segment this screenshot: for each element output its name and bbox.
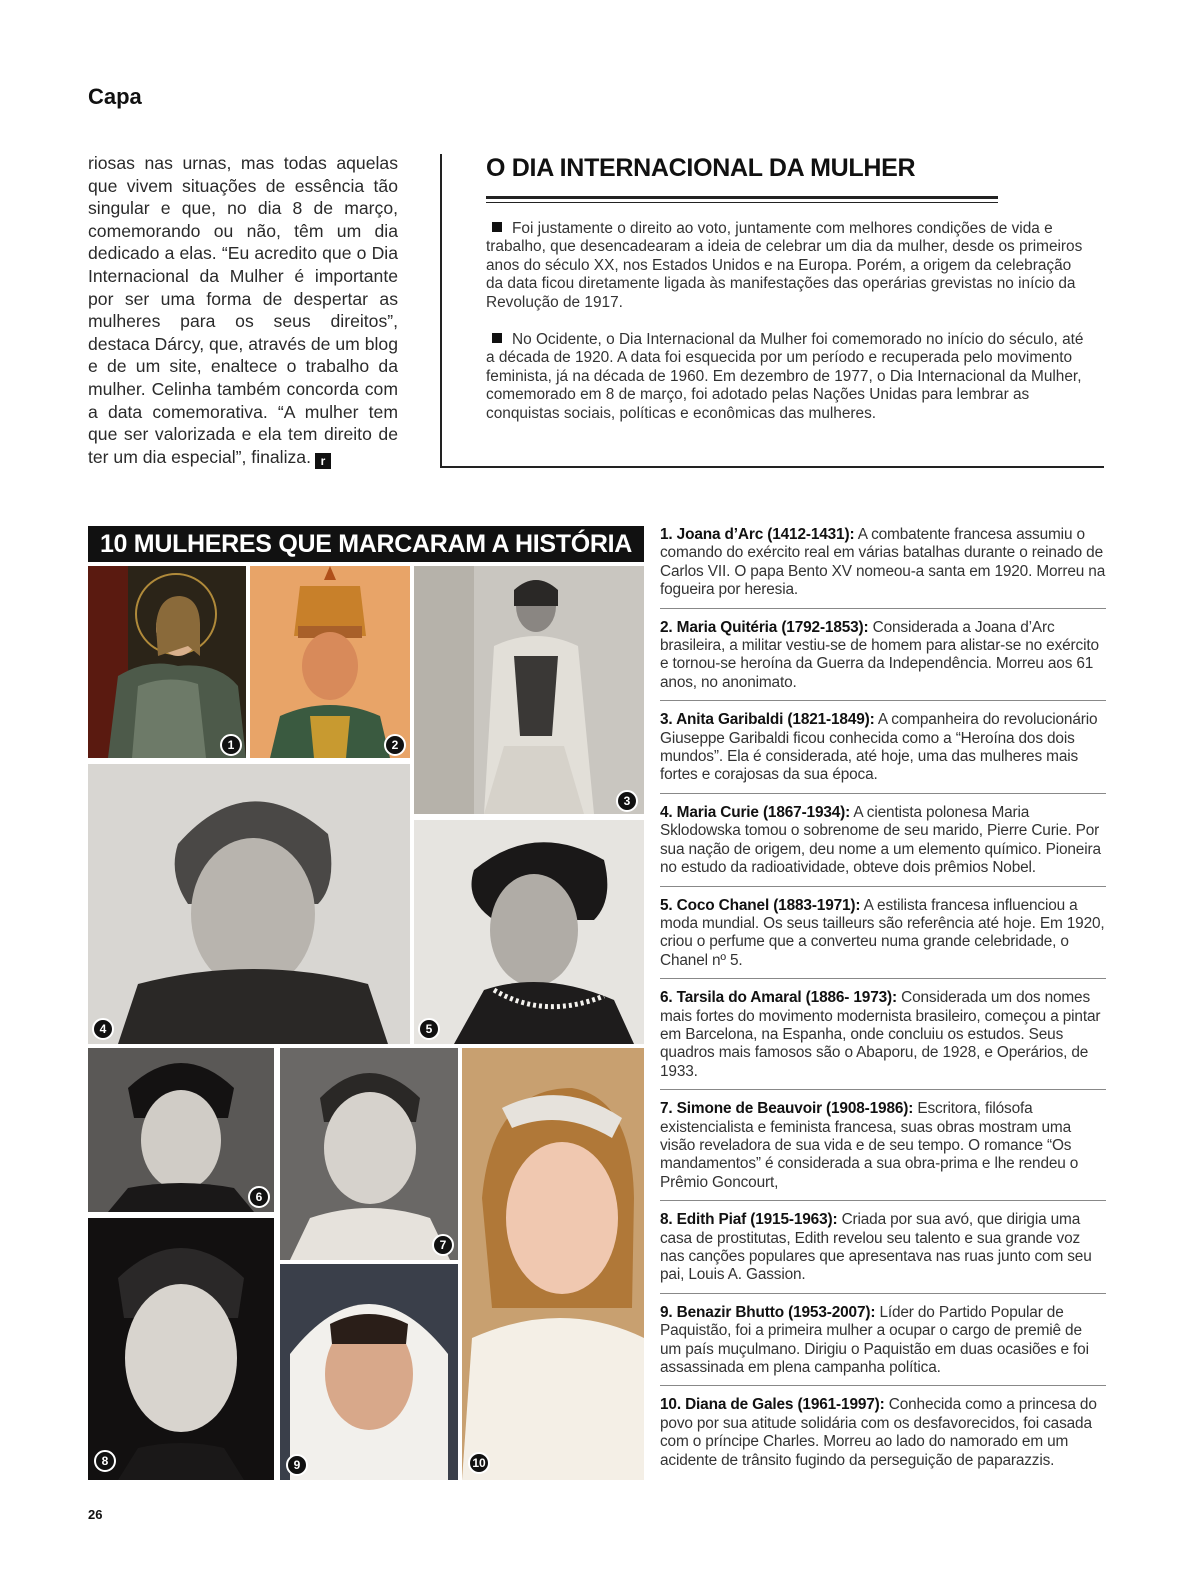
box-rule xyxy=(486,196,998,199)
photo-simone-de-beauvoir xyxy=(280,1048,458,1260)
bio-item xyxy=(660,1304,1106,1387)
photo-number-badge: 6 xyxy=(248,1186,270,1208)
bio-name: 2. Maria Quitéria (1792-1853): xyxy=(660,618,869,636)
bio-text: A combatente francesa assumiu o comando do exército real em várias batalhas durante o reinado de Carlos VII. O papa Bento XV nomeou-a santa em 1920. Morreu na fogueira por heresia. xyxy=(660,526,1106,599)
biographies-list xyxy=(660,526,1106,1488)
bio-item xyxy=(660,897,1106,980)
sidebar-box xyxy=(440,154,1104,468)
box-rule-thin xyxy=(486,202,998,203)
bullet-square-icon xyxy=(492,333,502,343)
photo-number-badge: 9 xyxy=(286,1454,308,1476)
left-column-body: riosas nas urnas, mas todas aquelas que vivem situações de essência tão singular e que, no dia 8 de março, comemorando ou não, têm um dia dedicado a elas. “Eu acredito que o Dia Internacional da Mulher é importante por ser uma forma de despertar as mulheres para os seus direitos”, destaca Dárcy, que, através de um blog e de um site, enaltece o trabalho da mulher. Celinha também concorda com a data comemorativa. “A mulher tem que ser valorizada e ela tem direito de ter um dia especial”, finaliza. xyxy=(88,153,398,467)
bio-item xyxy=(660,619,1106,702)
section-label: Capa xyxy=(88,84,142,109)
bio-text: A estilista francesa influenciou a moda mundial. Os seus tailleurs são referência até hoje. Em 1920, criou o perfume que a converteu numa grande celebridade, o Chanel nº 5. xyxy=(660,896,1105,969)
bio-name: 1. Joana d’Arc (1412-1431): xyxy=(660,526,855,543)
end-of-article-mark: r xyxy=(315,453,331,469)
bio-name: 8. Edith Piaf (1915-1963): xyxy=(660,1211,838,1229)
box-title: O DIA INTERNACIONAL DA MULHER xyxy=(486,154,916,182)
bio-name: 10. Diana de Gales (1961-1997): xyxy=(660,1396,885,1414)
bio-item xyxy=(660,526,1106,609)
photo-number-badge: 7 xyxy=(432,1234,454,1256)
bio-name: 7. Simone de Beauvoir (1908-1986): xyxy=(660,1100,914,1118)
photo-anita-garibaldi xyxy=(414,566,644,814)
box-paragraph-1-text: Foi justamente o direito ao voto, juntamente com melhores condições de vida e trabalho, que desencadearam a ideia de celebrar um dia da mulher, desde os primeiros anos do século XX, nos Estados Unidos e na Europa. Porém, a origem da celebração da data ficou diretamente ligada às manifestações das operárias grevistas no início da Revolução de 1917. xyxy=(486,220,1083,311)
left-column-text xyxy=(88,152,398,469)
photo-number-badge: 3 xyxy=(616,790,638,812)
box-paragraph-2 xyxy=(486,331,1092,423)
photo-tarsila-do-amaral xyxy=(88,1048,274,1212)
bio-text: A cientista polonesa Maria Sklodowska tomou o sobrenome de seu marido, Pierre Curie. Por sua nação de origem, deu nome a um elemento químico. Pioneira no estudo da radioatividade, obteve dois prêmios Nobel. xyxy=(660,803,1101,877)
photo-benazir-bhutto xyxy=(280,1264,458,1480)
photo-edith-piaf xyxy=(88,1218,274,1480)
photo-number-badge: 2 xyxy=(384,734,406,756)
photo-maria-quiteria xyxy=(250,566,410,758)
history-title: 10 MULHERES QUE MARCARAM A HISTÓRIA xyxy=(88,526,644,562)
bio-item xyxy=(660,989,1106,1090)
photo-number-badge: 5 xyxy=(418,1018,440,1040)
bullet-square-icon xyxy=(492,222,502,232)
page-number: 26 xyxy=(88,1507,103,1522)
bio-text: Conhecida como a princesa do povo por sua atitude solidária com os desfavorecidos, foi casada com o príncipe Charles. Morreu ao lado do namorado em um acidente de trânsito fugindo da perseguição de paparazzis. xyxy=(660,1396,1097,1469)
bio-name: 3. Anita Garibaldi (1821-1849): xyxy=(660,711,875,729)
photo-diana-de-gales xyxy=(462,1048,644,1480)
bio-text: Considerada um dos nomes mais fortes do movimento modernista brasileiro, começou a pintar em Barcelona, na Espanha, onde concluiu os estudos. Seus quadros mais famosos são o Abaporu, de 1928, e Operários, de 1933. xyxy=(660,989,1101,1080)
photo-joana-darc xyxy=(88,566,246,758)
bio-text: Líder do Partido Popular de Paquistão, foi a primeira mulher a ocupar o cargo de premiê de um país muçulmano. Dirigiu o Paquistão em duas ocasiões e foi assassinada em plena campanha política. xyxy=(660,1303,1089,1377)
photo-maria-curie xyxy=(88,764,410,1044)
box-paragraph-2-text: No Ocidente, o Dia Internacional da Mulher foi comemorado no início do século, até a década de 1920. A data foi esquecida por um período e recuperada pelo movimento feminista, já na década de 1960. Em dezembro de 1977, o Dia Internacional da Mulher, comemorado em 8 de março, foi adotado pelas Nações Unidas para lembrar as conquistas sociais, políticas e econômicas das mulheres. xyxy=(486,331,1084,422)
photo-number-badge: 8 xyxy=(94,1450,116,1472)
photo-number-badge: 1 xyxy=(220,734,242,756)
bio-item xyxy=(660,1396,1106,1478)
bio-item xyxy=(660,804,1106,887)
box-paragraph-1 xyxy=(486,220,1092,312)
bio-item xyxy=(660,1100,1106,1201)
bio-name: 5. Coco Chanel (1883-1971): xyxy=(660,896,861,914)
bio-name: 4. Maria Curie (1867-1934): xyxy=(660,803,851,821)
bio-item xyxy=(660,1211,1106,1294)
bio-text: Escritora, filósofa existencialista e feminista francesa, suas obras mostram uma visão reveladora de sua vida e de seu tempo. O romance “Os mandamentos” é considerada a sua obra-prima e lhe rendeu o Prêmio Goncourt, xyxy=(660,1100,1079,1191)
bio-text: Criada por sua avó, que dirigia uma casa de prostitutas, Edith revelou seu talento e sua grande voz nas canções populares que apresentava nas ruas junto com seu pai, Louis A. Gassion. xyxy=(660,1211,1092,1284)
bio-text: A companheira do revolucionário Giuseppe Garibaldi ficou conhecida como a “Heroína dos dois mundos”. Ela é considerada, até hoje, uma das mulheres mais fortes e corajosas da sua época. xyxy=(660,711,1098,784)
bio-text: Considerada a Joana d’Arc brasileira, a militar vestiu-se de homem para alistar-se no exército e tornou-se heroína da Guerra da Independência. Morreu aos 61 anos, no anonimato. xyxy=(660,618,1099,691)
bio-name: 6. Tarsila do Amaral (1886- 1973): xyxy=(660,989,897,1007)
photo-coco-chanel xyxy=(414,820,644,1044)
photo-number-badge: 4 xyxy=(92,1018,114,1040)
bio-item xyxy=(660,711,1106,794)
photo-number-badge: 10 xyxy=(468,1452,490,1474)
bio-name: 9. Benazir Bhutto (1953-2007): xyxy=(660,1303,876,1321)
